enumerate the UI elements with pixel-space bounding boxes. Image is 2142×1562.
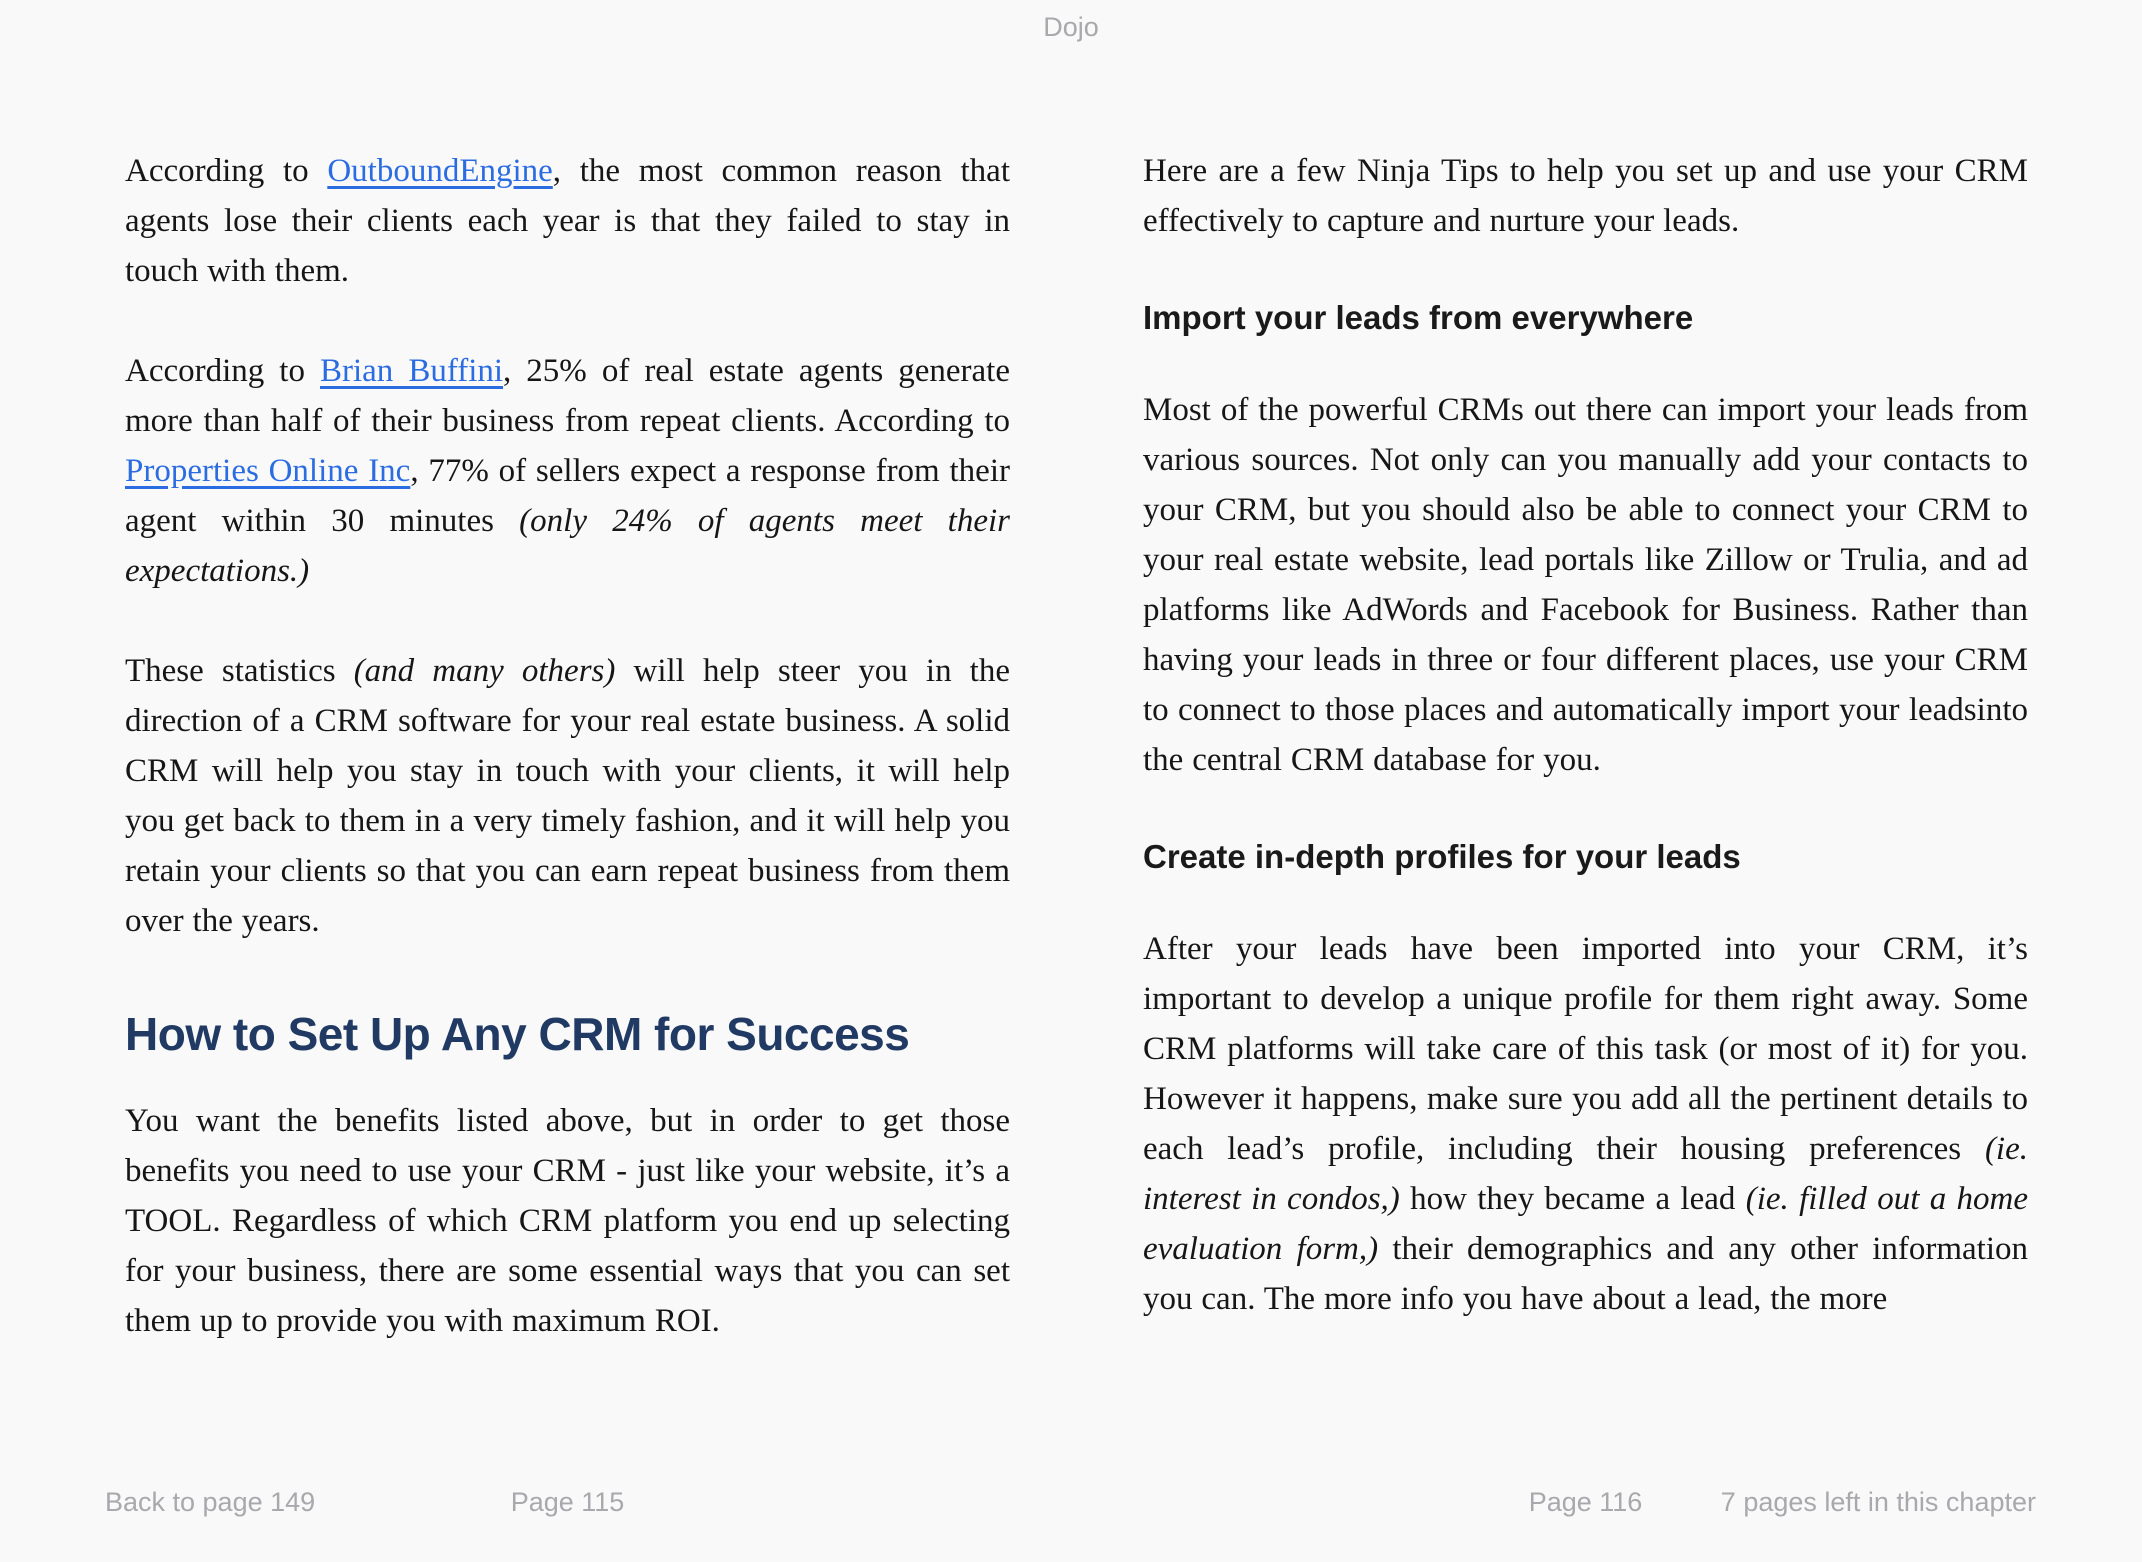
text-segment: After your leads have been imported into your CRM, it’s important to develop a unique profile for them right away. Some CRM platforms will take care of this task (or most of it) for you. However it happens, make sure you add all the pertinent details to each lead’s profile, including their housing preferences [1143,931,2028,1167]
book-title: Dojo [1043,12,1099,42]
text-segment: , 25% of real estate agents generate more than half of their business from repeat clients. According to [125,353,1010,439]
text-segment: will help steer you in the direction of a CRM software for your real estate business. A solid CRM will help you stay in touch with your clients, it will help you get back to them in a very timely fashion, and it will help you retain your clients so that you can earn repeat business from them over the years. [125,653,1010,939]
text-segment: how they became a lead [1399,1181,1746,1217]
inline-link[interactable]: Properties Online Inc [125,453,411,489]
inline-link[interactable]: Brian Buffini [319,353,504,389]
left-page-number: Page 115 [510,1487,625,1517]
inline-link[interactable]: OutboundEngine [327,153,553,189]
text-segment: Here are a few Ninja Tips to help you set up and use your CRM effectively to capture and nurture your leads. [1143,153,2028,239]
body-paragraph [1143,146,2028,246]
text-segment: These statistics [125,653,354,689]
body-paragraph [125,146,1010,296]
right-page-number: Page 116 [1528,1487,1643,1517]
section-heading: How to Set Up Any CRM for Success [125,1008,910,1060]
subsection-heading: Import your leads from everywhere [1143,299,1694,336]
italic-text: (ie. interest in condos,) [1143,1131,2028,1217]
reader-footer [0,1487,2142,1527]
text-segment: , 77% of sellers expect a response from their agent within 30 minutes [125,453,1010,539]
text-segment: You want the benefits listed above, but in order to get those benefits you need to use your CRM - just like your website, it’s a TOOL. Regardless of which CRM platform you end up selecting for your business, there are some essential ways that you can set them up to provide you with maximum ROI. [125,1103,1010,1339]
back-to-page-link[interactable]: Back to page 149 [105,1487,316,1517]
text-segment: , the most common reason that agents lose their clients each year is that they failed to stay in touch with them. [125,153,1011,289]
body-paragraph [125,1096,1010,1346]
right-page-column [1143,146,2028,1374]
italic-text: (and many others) [353,653,616,689]
body-paragraph [125,646,1010,946]
text-segment: Most of the powerful CRMs out there can import your leads from various sources. Not only can you manually add your contacts to your CRM, but you should also be able to connect your CRM to your real estate website, lead portals like Zillow or Trulia, and ad platforms like AdWords and Facebook for Business. Rather than having your leads in three or four different places, use your CRM to connect to those places and automatically import your leadsinto the central CRM database for you. [1143,392,2028,778]
text-segment: According to [125,153,328,189]
body-paragraph [1143,385,2028,785]
body-paragraph [125,346,1010,596]
text-segment: According to [125,353,320,389]
body-paragraph [1143,924,2028,1324]
subsection-heading: Create in-depth profiles for your leads [1143,838,1741,875]
italic-text: (ie. filled out a home evaluation form,) [1143,1181,2028,1267]
text-segment: their demographics and any other information you can. The more info you have about a lead, the more [1143,1231,2028,1317]
italic-text: (only 24% of agents meet their expectations.) [125,503,1010,589]
left-page-column [125,146,1010,1396]
pages-left-in-chapter: 7 pages left in this chapter [1720,1487,2036,1517]
